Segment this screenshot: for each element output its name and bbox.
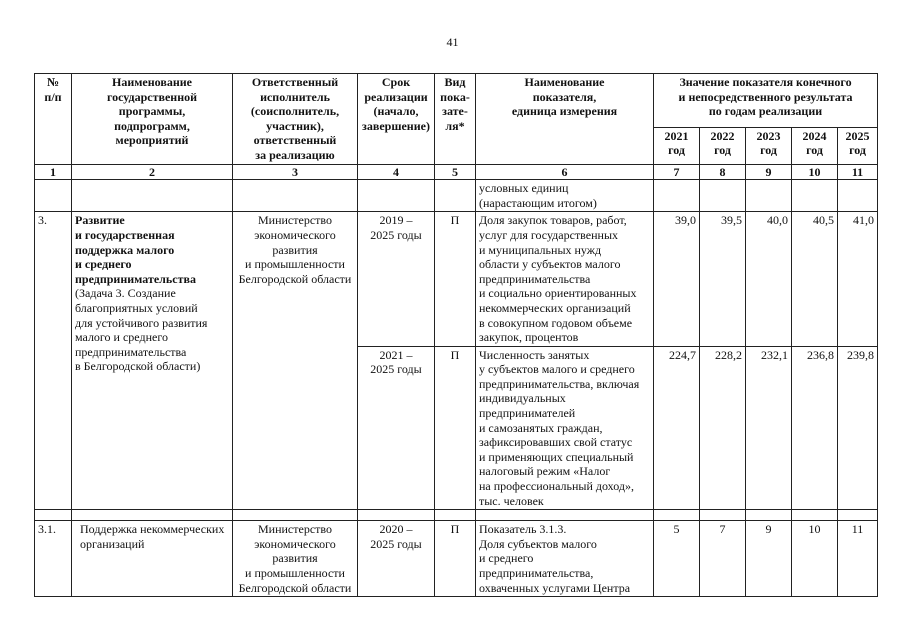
indicator-name: Численность занятых у субъектов малого и среднего предпринимательства, включая индивидуальных предпринимателей и самозанятых граждан, зафиксировавших свой статус и применяющих специальный налоговый режим «Налог на профессиональный доход», тыс. человек	[476, 346, 654, 510]
indicator-type: П	[435, 346, 476, 510]
col-number: 9	[746, 164, 792, 180]
value-2021: 39,0	[654, 212, 700, 346]
header-year-2023: 2023 год	[746, 127, 792, 164]
continuation-row	[35, 180, 878, 212]
value-2022: 39,5	[700, 212, 746, 346]
col-number: 8	[700, 164, 746, 180]
value-2021: 224,7	[654, 346, 700, 510]
period: 2020 – 2025 годы	[358, 521, 435, 597]
header-indicator-name: Наименование показателя, единица измерения	[476, 74, 654, 165]
header-values-group: Значение показателя конечного и непосредственного результата по годам реализации	[654, 74, 878, 128]
col-number: 6	[476, 164, 654, 180]
period: 2019 – 2025 годы	[358, 212, 435, 346]
indicator-name: Доля закупок товаров, работ, услуг для государственных и муниципальных нужд области у субъектов малого предпринимательства и социально ориентированных некоммерческих организаций в совокупном годовом объеме закупок, процентов	[476, 212, 654, 346]
executor: Министерство экономического развития и промышленности Белгородской области	[233, 212, 358, 510]
value-2021: 5	[654, 521, 700, 597]
header-year-2021: 2021 год	[654, 127, 700, 164]
row-number: 3.1.	[35, 521, 72, 597]
column-numbers-row	[35, 164, 878, 180]
col-number: 2	[72, 164, 233, 180]
table-row-3-1	[35, 521, 878, 597]
executor: Министерство экономического развития и промышленности Белгородской области	[233, 521, 358, 597]
indicator-type: П	[435, 212, 476, 346]
value-2025: 239,8	[838, 346, 878, 510]
col-number: 5	[435, 164, 476, 180]
col-number: 4	[358, 164, 435, 180]
value-2025: 41,0	[838, 212, 878, 346]
program-name-task: (Задача 3. Создание благоприятных условий для устойчивого развития малого и среднего предпринимательства в Белгородской области)	[75, 286, 208, 374]
header-num: № п/п	[35, 74, 72, 165]
header-executor: Ответственный исполнитель (соисполнитель, участник), ответственный за реализацию	[233, 74, 358, 165]
program-name: Поддержка некоммерческих организаций	[72, 521, 233, 597]
indicator-type: П	[435, 521, 476, 597]
value-2023: 9	[746, 521, 792, 597]
header-period: Срок реализации (начало, завершение)	[358, 74, 435, 165]
value-2025: 11	[838, 521, 878, 597]
col-number: 7	[654, 164, 700, 180]
value-2024: 40,5	[792, 212, 838, 346]
row-number: 3.	[35, 212, 72, 510]
col-number: 10	[792, 164, 838, 180]
header-year-2025: 2025 год	[838, 127, 878, 164]
program-name-cell	[72, 212, 233, 510]
value-2023: 40,0	[746, 212, 792, 346]
col-number: 3	[233, 164, 358, 180]
program-name-bold: Развитие и государственная поддержка малого и среднего предпринимательства	[75, 213, 196, 286]
indicators-table	[34, 73, 878, 597]
header-indicator-type: Вид пока- зате- ля*	[435, 74, 476, 165]
value-2024: 236,8	[792, 346, 838, 510]
table-row-3-indicator-1	[35, 212, 878, 346]
col-number: 1	[35, 164, 72, 180]
page-number: 41	[446, 35, 459, 49]
value-2022: 228,2	[700, 346, 746, 510]
header-year-2024: 2024 год	[792, 127, 838, 164]
continuation-text: условных единиц (нарастающим итогом)	[476, 180, 654, 212]
spacer-row	[35, 510, 878, 521]
value-2022: 7	[700, 521, 746, 597]
value-2023: 232,1	[746, 346, 792, 510]
header-year-2022: 2022 год	[700, 127, 746, 164]
value-2024: 10	[792, 521, 838, 597]
header-row-1	[35, 74, 878, 128]
period: 2021 – 2025 годы	[358, 346, 435, 510]
indicator-name: Показатель 3.1.3. Доля субъектов малого и среднего предпринимательства, охваченных услугами Центра	[476, 521, 654, 597]
col-number: 11	[838, 164, 878, 180]
header-program-name: Наименование государственной программы, подпрограмм, мероприятий	[72, 74, 233, 165]
